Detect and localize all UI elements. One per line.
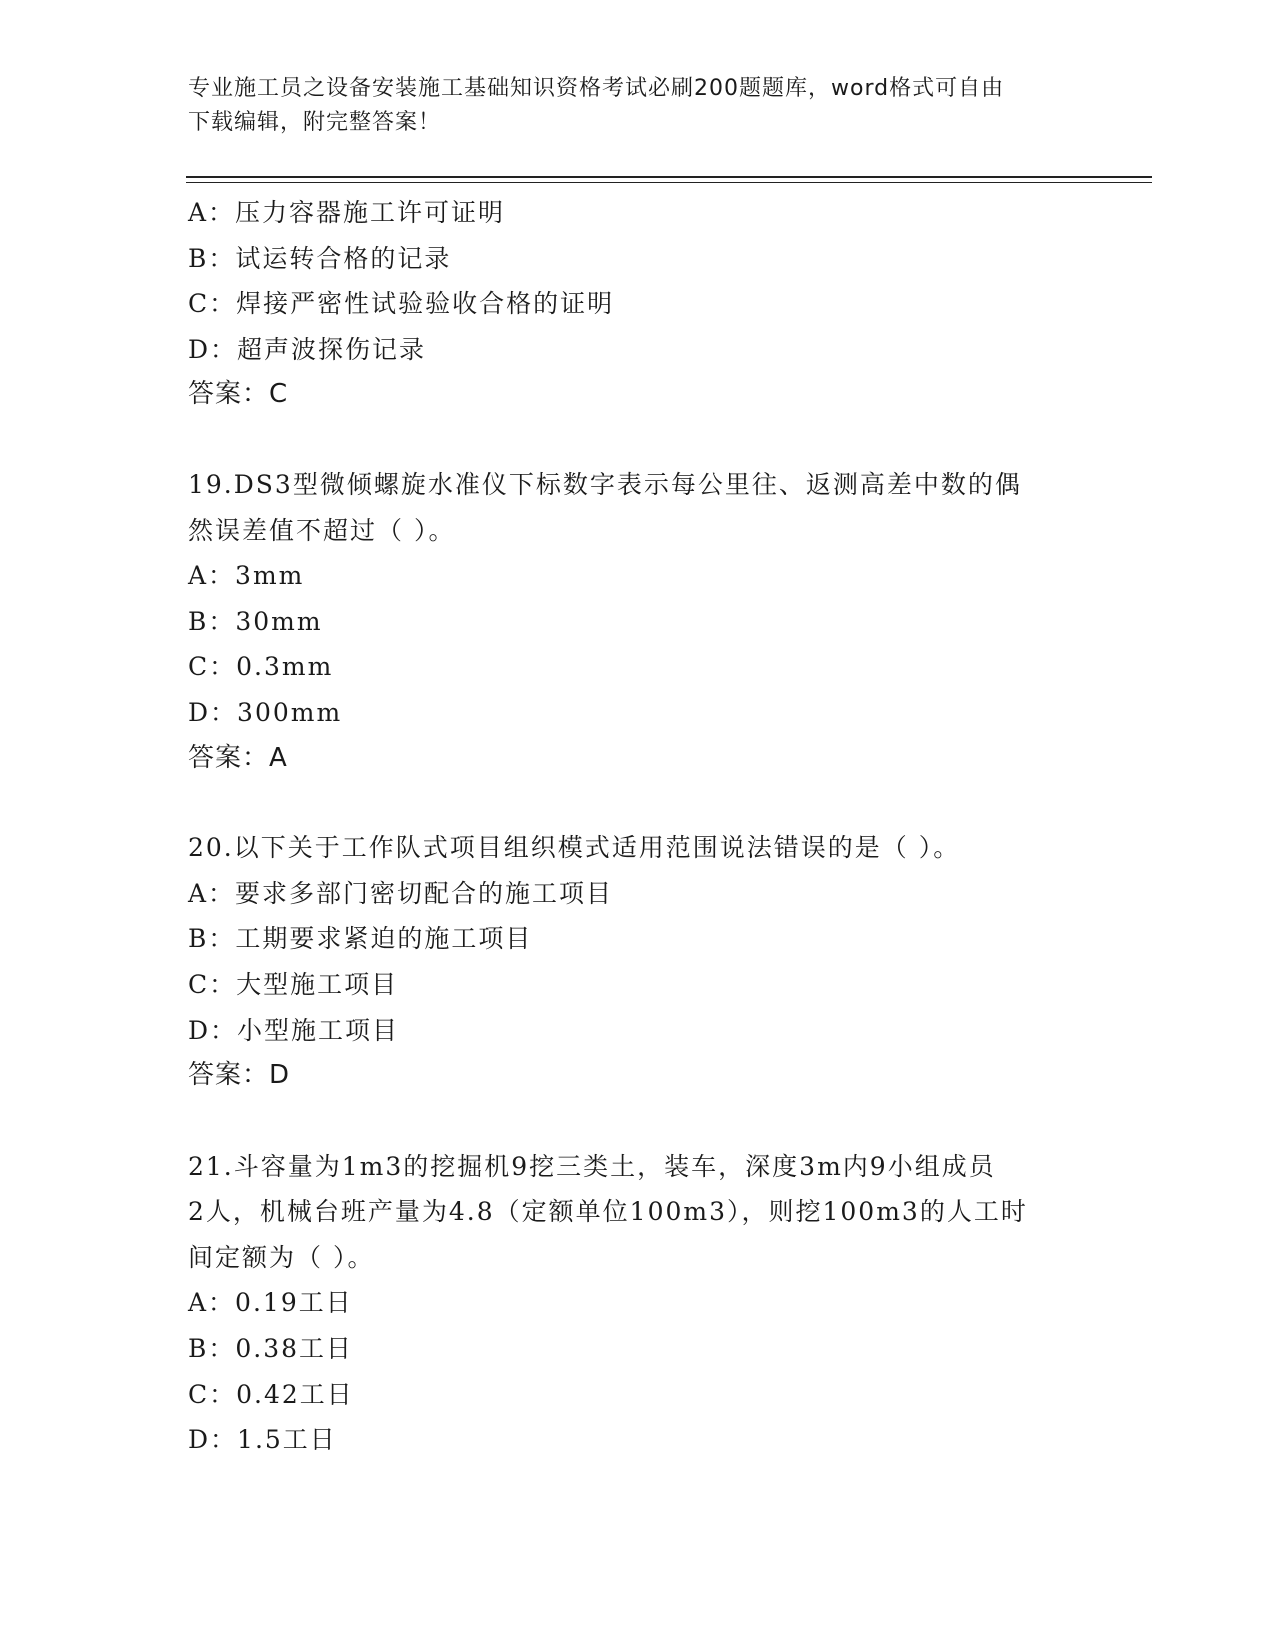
- option-b: B：工期要求紧迫的施工项目: [188, 924, 533, 954]
- answer: 答案：D: [188, 1060, 291, 1091]
- question-21-block: [188, 1144, 1088, 1463]
- option-c: C：焊接严密性试验验收合格的证明: [188, 289, 615, 319]
- header-divider-thick: [186, 176, 1152, 178]
- header-line-2: 下载编辑，附完整答案！: [188, 110, 442, 135]
- option-c: C：0.42工日: [188, 1379, 354, 1409]
- option-d: D：1.5工日: [188, 1425, 337, 1455]
- option-a: A：0.19工日: [188, 1288, 353, 1318]
- header-line-1: 专业施工员之设备安装施工基础知识资格考试必刷200题题库，word格式可自由: [188, 76, 1005, 101]
- document-header: [188, 72, 1068, 140]
- question-stem: 然误差值不超过（ ）。: [188, 515, 456, 545]
- option-c: C：大型施工项目: [188, 969, 399, 999]
- option-a: A：压力容器施工许可证明: [188, 198, 506, 227]
- option-a: A：3mm: [188, 561, 305, 591]
- question-stem: 2人，机械台班产量为4.8（定额单位100m3），则挖100m3的人工时: [188, 1197, 1028, 1227]
- option-d: D：小型施工项目: [188, 1015, 400, 1045]
- answer: 答案：A: [188, 742, 288, 773]
- answer: 答案：C: [188, 379, 289, 410]
- document-body: [188, 190, 1088, 1463]
- question-stem: 21.斗容量为1m3的挖掘机9挖三类土，装车，深度3m内9小组成员: [188, 1151, 996, 1181]
- option-b: B：0.38工日: [188, 1334, 354, 1364]
- question-19-block: [188, 462, 1088, 781]
- question-stem: 19.DS3型微倾螺旋水准仪下标数字表示每公里往、返测高差中数的偶: [188, 469, 1022, 499]
- option-c: C：0.3mm: [188, 652, 334, 682]
- option-a: A：要求多部门密切配合的施工项目: [188, 878, 614, 908]
- question-20-block: [188, 825, 1088, 1099]
- question-stem: 20.以下关于工作队式项目组织模式适用范围说法错误的是（ ）。: [188, 833, 961, 863]
- question-stem: 间定额为（ ）。: [188, 1242, 375, 1272]
- option-b: B：试运转合格的记录: [188, 243, 452, 273]
- option-d: D：300mm: [188, 697, 343, 727]
- option-d: D：超声波探伤记录: [188, 334, 427, 364]
- header-divider-thin: [186, 182, 1152, 183]
- option-b: B：30mm: [188, 606, 323, 636]
- prev-question-block: [188, 190, 1088, 418]
